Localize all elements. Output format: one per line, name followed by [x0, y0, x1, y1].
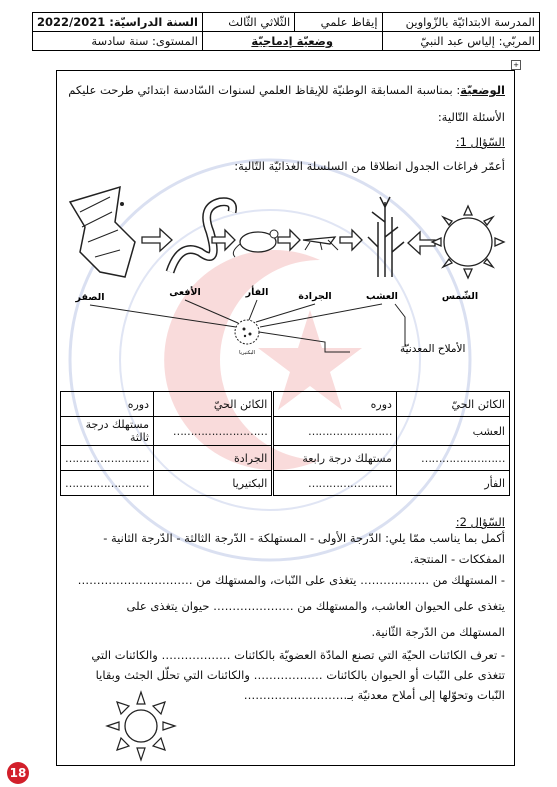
table-cell[interactable]: ……………………: [396, 446, 509, 471]
q2-line: تتغذى على النّبات أو الحيوان بالكائنات ……………… والكائنات التي تحلّل الجثث وبقايا: [95, 668, 505, 682]
organism-table: [60, 391, 510, 496]
label-locust: الجرادة: [298, 291, 332, 302]
bacteria-icon: [235, 320, 259, 344]
teacher: المربّي: إلياس عبد النبيّ: [382, 32, 539, 51]
label-grass: العشب: [366, 291, 398, 302]
q2-line: - المستهلك من ……………… يتغذى على النّبات، والمستهلك من …………………………: [77, 573, 505, 587]
q2-title: السّؤال 2:: [455, 515, 505, 529]
q2-line: يتغذى على الحيوان العاشب، والمستهلك من ………………… حيوان يتغذى على: [126, 599, 505, 613]
situation-line2: الأسئلة التّالية:: [437, 110, 505, 124]
arrow-icon: [408, 232, 435, 254]
q1-instruction: أعمّر فراغات الجدول انطلاقا من السلسلة الغذائيّة التّالية:: [234, 159, 505, 173]
arrow-icon: [340, 230, 362, 250]
situation-line: [60, 83, 505, 98]
table-cell: الفأر: [396, 471, 509, 496]
topic: وضعيّة إدماجيّة: [202, 32, 382, 51]
school-year: السنة الدراسيّة: 2022/2021: [33, 13, 203, 32]
table-cell[interactable]: ……………………: [273, 471, 397, 496]
sun-icon: [432, 206, 504, 278]
falcon-icon: [70, 187, 135, 277]
page-number-badge: 18: [7, 762, 29, 784]
label-mineral-salts: الأملاح المعدنيّة: [400, 343, 466, 355]
label-sun: الشّمس: [441, 291, 479, 302]
label-falcon: الصقر: [75, 292, 105, 303]
table-cell[interactable]: ……………………: [61, 446, 154, 471]
table-cell: البكتيريا: [154, 471, 273, 496]
q2-line: - تعرف الكائنات الحيّة التي تصنع المادّة العضويّة بالكائنات ……………… والكائنات التي: [91, 648, 505, 662]
q2-line: المفككات - المنتجة.: [409, 552, 505, 566]
locust-icon: [303, 237, 338, 250]
table-cell: العشب: [396, 417, 509, 446]
q2-line: المستهلك من الدّرجة الثّانية.: [371, 625, 505, 639]
table-cell[interactable]: ……………………: [273, 417, 397, 446]
label-mouse: الفأر: [245, 287, 269, 298]
label-snake: الأفعى: [169, 287, 201, 298]
q2-line: النّبات وتحوّلها إلى أملاح معدنيّة بـ………………………: [243, 688, 505, 702]
col-header: الكائن الحيّ: [396, 392, 509, 417]
arrow-icon: [278, 230, 300, 250]
mouse-icon: [233, 230, 278, 257]
situation-label: الوضعيّة: [460, 83, 505, 97]
food-chain-diagram: [60, 182, 510, 362]
sun-drawing-icon: [105, 690, 177, 762]
table-cell: مستهلك درجة ثالثة: [61, 417, 154, 446]
col-header: دوره: [273, 392, 397, 417]
situation-text: : بمناسبة المسابقة الوطنيّة للإيقاظ العلمي لسنوات السّادسة ابتدائي طرحت عليكم: [68, 83, 461, 97]
school-name: المدرسة الابتدائيّة بالزّواوين: [382, 13, 539, 32]
grass-icon: [368, 197, 404, 277]
arrow-icon: [142, 229, 172, 251]
table-cell[interactable]: ……………………: [61, 471, 154, 496]
col-header: دوره: [61, 392, 154, 417]
term: الثّلاثي الثّالث: [202, 13, 294, 32]
label-bacteria: البكتيريا: [239, 350, 255, 356]
q2-line: أكمل بما يناسب ممّا يلي: الدّرجة الأولى - المستهلكة - الدّرجة الثالثة - الدّرجة الثانية -: [103, 531, 505, 545]
subject: إيقاظ علمي: [295, 13, 382, 32]
move-handle-icon[interactable]: +: [511, 60, 521, 70]
table-cell[interactable]: ………………………: [154, 417, 273, 446]
q1-title: السّؤال 1:: [455, 135, 505, 149]
table-cell: مستهلك درجة رابعة: [273, 446, 397, 471]
col-header: الكائن الحيّ: [154, 392, 273, 417]
table-cell: الجرادة: [154, 446, 273, 471]
level: المستوى: سنة سادسة: [33, 32, 203, 51]
header-table: [32, 12, 540, 51]
